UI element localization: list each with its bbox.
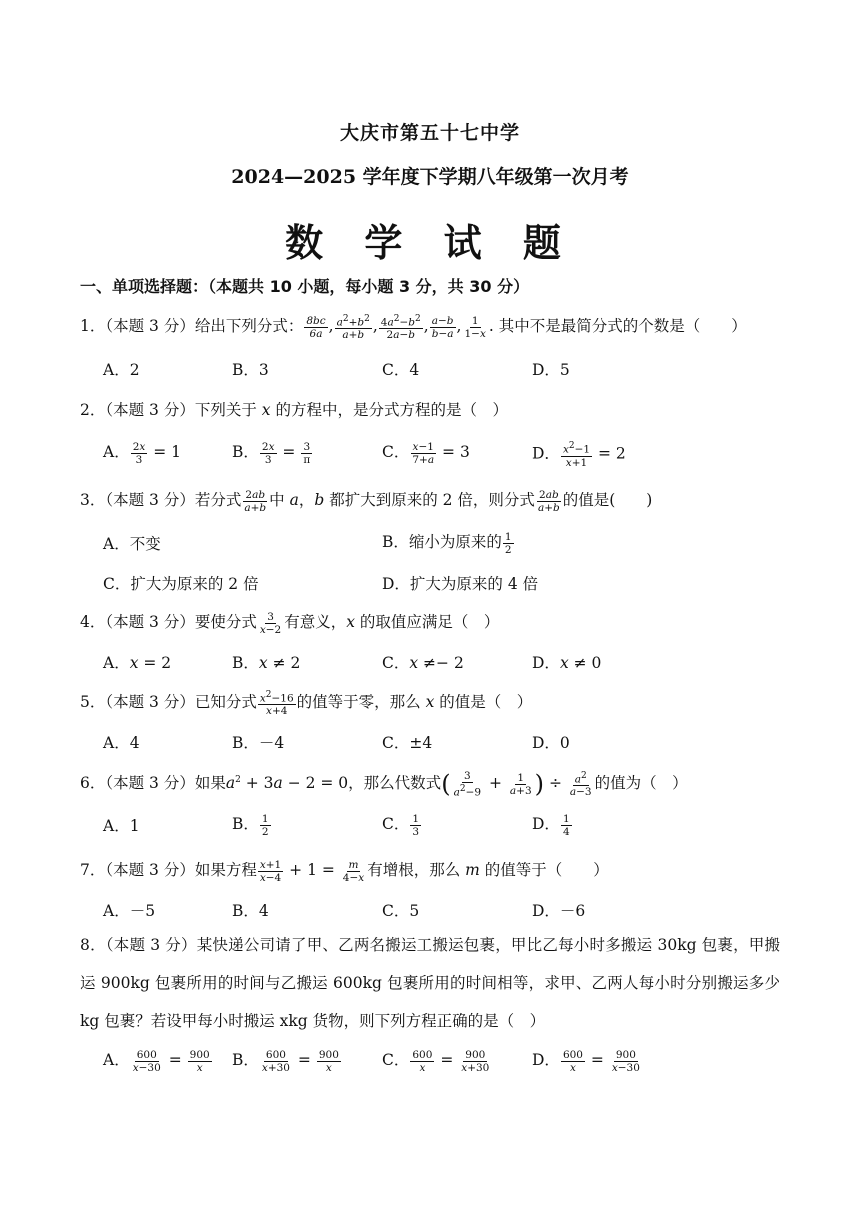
question-2: 2．（本题 3 分）下列关于 x 的方程中，是分式方程的是（ ） [80, 401, 508, 419]
question-8: 8．（本题 3 分）某快递公司请了甲、乙两名搬运工搬运包裹，甲比乙每小时多搬运 30kg 包裹，甲搬运 900kg 包裹所用的时间与乙搬运 600kg 包裹所用的时间相等，求甲、乙两人每小时分别搬运多少 kg 包裹？若设甲每小时搬运 xkg 货物，则下列方程正确的是（ ） [80, 936, 780, 1030]
q6-option-d[interactable]: D． $\frac{1}{4}$ [532, 812, 570, 838]
question-6: 6．（本题 3 分）如果$a^2 + 3a - 2 = 0$，那么代数式( $\frac{3}{a^2-9}$ + $\frac{1}{a+3}$ ) ÷ $\frac{a^2}{a-3}$ 的值为（ ） [80, 769, 688, 799]
q8-option-c[interactable]: C． $\frac{600}{x}$ = $\frac{900}{x+30}$ [382, 1048, 490, 1074]
q5-option-b[interactable]: B．－4 [232, 734, 285, 752]
q5-option-c[interactable]: C．±4 [382, 734, 433, 752]
question-5: 5．（本题 3 分）已知分式 $\frac{x^2-16}{x+4}$ 的值等于零，那么 x 的值是（ ） [80, 689, 533, 718]
section-title: 一、单项选择题：（本题共 10 小题，每小题 3 分，共 30 分） [80, 277, 530, 296]
q2-option-c[interactable]: C． $\frac{x-1}{7+a}$ = 3 [382, 440, 470, 466]
q8-option-a[interactable]: A． $\frac{600}{x-30}$ = $\frac{900}{x}$ [103, 1048, 210, 1074]
q3-option-d[interactable]: D．扩大为原来的 4 倍 [382, 575, 539, 593]
q7-option-a[interactable]: A．－5 [103, 902, 156, 920]
q1-option-a[interactable]: A．2 [103, 361, 140, 379]
q8-option-b[interactable]: B． $\frac{600}{x+30}$ = $\frac{900}{x}$ [232, 1048, 339, 1074]
q2-option-b[interactable]: B． $\frac{2x}{3}$ = $\frac{3}{\pi}$ [232, 440, 311, 466]
school-name: 大庆市第五十七中学 [339, 122, 520, 144]
question-7: 7．（本题 3 分）如果方程 $\frac{x+1}{x-4}$ + 1 = $\frac{m}{4-x}$ 有增根，那么 m 的值等于（ ） [80, 858, 609, 884]
question-4: 4．（本题 3 分）要使分式 $\frac{3}{x-2}$ 有意义，x 的取值应满足（ ） [80, 610, 500, 636]
q1-option-b[interactable]: B．3 [232, 361, 269, 379]
question-3: 3．（本题 3 分）若分式 $\frac{2ab}{a+b}$ 中 a，b 都扩大到原来的 2 倍，则分式 $\frac{2ab}{a+b}$ 的值是( ) [80, 488, 653, 514]
q4-option-d[interactable]: D．x ≠ 0 [532, 654, 602, 672]
q6-option-a[interactable]: A．1 [103, 817, 140, 835]
q5-option-d[interactable]: D．0 [532, 734, 570, 752]
q4-option-c[interactable]: C．x ≠− 2 [382, 654, 464, 672]
q2-option-a[interactable]: A． $\frac{2x}{3}$ = 1 [103, 440, 182, 466]
q6-option-b[interactable]: B． $\frac{1}{2}$ [232, 812, 269, 838]
q1-option-c[interactable]: C．4 [382, 361, 420, 379]
q7-option-b[interactable]: B．4 [232, 902, 269, 920]
q4-option-b[interactable]: B．x ≠ 2 [232, 654, 301, 672]
question-1: 1．（本题 3 分）给出下列分式： $\frac{8bc}{6a}$ , $\frac{a^2+b^2}{a+b}$ , $\frac{4a^2-b^2}{2a-b}$ , $\frac{a-b}{b-a}$ , $\frac{1}{1-x}$ . 其中不是最简分式的个数是（ ） [80, 313, 747, 342]
page-title: 数 学 试 题 [285, 220, 575, 265]
exam-name: 2024—2025 学年度下学期八年级第一次月考 [231, 166, 629, 188]
q7-option-c[interactable]: C．5 [382, 902, 420, 920]
q1-option-d[interactable]: D．5 [532, 361, 570, 379]
q3-option-a[interactable]: A．不变 [103, 535, 161, 553]
q8-option-d[interactable]: D． $\frac{600}{x}$ = $\frac{900}{x-30}$ [532, 1048, 640, 1074]
q7-option-d[interactable]: D．－6 [532, 902, 586, 920]
q5-option-a[interactable]: A．4 [103, 734, 140, 752]
q3-option-b[interactable]: B．缩小为原来的 $\frac{1}{2}$ [382, 530, 512, 556]
q2-option-d[interactable]: D． $\frac{x^2-1}{x+1}$ = 2 [532, 441, 626, 469]
q6-option-c[interactable]: C． $\frac{1}{3}$ [382, 812, 420, 838]
q4-option-a[interactable]: A．x = 2 [103, 654, 172, 672]
q3-option-c[interactable]: C．扩大为原来的 2 倍 [103, 575, 259, 593]
